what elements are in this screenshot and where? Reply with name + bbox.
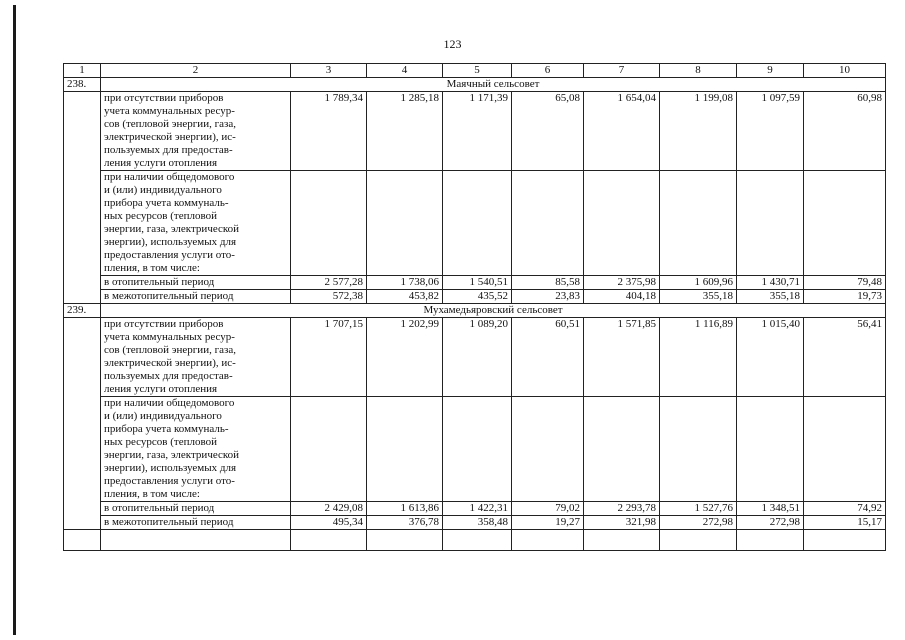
value-cell-col-7 xyxy=(584,397,660,502)
value-cell-col-8: 272,98 xyxy=(660,516,737,530)
table-row xyxy=(64,276,886,290)
row-label: при наличии общедомового и (или) индивидуального прибора учета коммуналь- ных ресурсов (тепловой энергии, газа, электрической энергии), используемых для предоставления услуги ото- пления, в том числе: xyxy=(101,171,291,276)
empty-cell xyxy=(660,530,737,551)
value-cell-col-10: 19,73 xyxy=(804,290,886,304)
table-row xyxy=(64,502,886,516)
value-cell-col-7: 1 654,04 xyxy=(584,92,660,171)
value-cell-col-6: 60,51 xyxy=(512,318,584,397)
value-cell-col-5: 358,48 xyxy=(443,516,512,530)
value-cell-col-10: 79,48 xyxy=(804,276,886,290)
table-row xyxy=(64,318,886,397)
section-number: 238. xyxy=(64,78,101,92)
value-cell-col-6: 85,58 xyxy=(512,276,584,290)
value-cell-col-7: 2 293,78 xyxy=(584,502,660,516)
value-cell-col-4: 1 202,99 xyxy=(367,318,443,397)
section-row xyxy=(64,78,886,92)
row-label: при отсутствии приборов учета коммунальных ресур- сов (тепловой энергии, газа, электрической энергии), ис- пользуемых для предостав- ления услуги отопления xyxy=(101,318,291,397)
scan-edge-bar xyxy=(13,5,16,635)
empty-cell xyxy=(101,530,291,551)
value-cell-col-7: 2 375,98 xyxy=(584,276,660,290)
row-label: в отопительный период xyxy=(101,276,291,290)
value-cell-col-9 xyxy=(737,397,804,502)
value-cell-col-10: 56,41 xyxy=(804,318,886,397)
row-label: в отопительный период xyxy=(101,502,291,516)
table-header-row xyxy=(64,64,886,78)
value-cell-col-9: 272,98 xyxy=(737,516,804,530)
value-cell-col-5: 1 089,20 xyxy=(443,318,512,397)
value-cell-col-8 xyxy=(660,171,737,276)
row-label: при наличии общедомового и (или) индивидуального прибора учета коммуналь- ных ресурсов (тепловой энергии, газа, электрической энергии), используемых для предоставления услуги ото- пления, в том числе: xyxy=(101,397,291,502)
section-number: 239. xyxy=(64,304,101,318)
value-cell-col-8: 1 116,89 xyxy=(660,318,737,397)
value-cell-col-5 xyxy=(443,397,512,502)
value-cell-col-3: 2 429,08 xyxy=(291,502,367,516)
empty-cell xyxy=(291,530,367,551)
section-title: Маячный сельсовет xyxy=(101,78,886,92)
table-row xyxy=(64,290,886,304)
column-header-5: 5 xyxy=(443,64,512,78)
value-cell-col-9: 1 015,40 xyxy=(737,318,804,397)
value-cell-col-3: 1 789,34 xyxy=(291,92,367,171)
empty-cell xyxy=(804,530,886,551)
column-header-7: 7 xyxy=(584,64,660,78)
value-cell-col-4: 453,82 xyxy=(367,290,443,304)
number-cell-blank xyxy=(64,92,101,304)
value-cell-col-6: 65,08 xyxy=(512,92,584,171)
section-title: Мухамедьяровский сельсовет xyxy=(101,304,886,318)
value-cell-col-4: 1 613,86 xyxy=(367,502,443,516)
value-cell-col-9 xyxy=(737,171,804,276)
value-cell-col-7: 404,18 xyxy=(584,290,660,304)
table-body xyxy=(64,64,886,551)
section-row xyxy=(64,304,886,318)
value-cell-col-5: 1 540,51 xyxy=(443,276,512,290)
value-cell-col-4: 376,78 xyxy=(367,516,443,530)
value-cell-col-9: 355,18 xyxy=(737,290,804,304)
value-cell-col-10: 74,92 xyxy=(804,502,886,516)
value-cell-col-5: 1 422,31 xyxy=(443,502,512,516)
value-cell-col-7 xyxy=(584,171,660,276)
column-header-8: 8 xyxy=(660,64,737,78)
value-cell-col-9: 1 348,51 xyxy=(737,502,804,516)
value-cell-col-4 xyxy=(367,171,443,276)
value-cell-col-8: 1 609,96 xyxy=(660,276,737,290)
empty-cell xyxy=(443,530,512,551)
value-cell-col-6: 19,27 xyxy=(512,516,584,530)
value-cell-col-4: 1 285,18 xyxy=(367,92,443,171)
value-cell-col-3: 1 707,15 xyxy=(291,318,367,397)
column-header-9: 9 xyxy=(737,64,804,78)
value-cell-col-8 xyxy=(660,397,737,502)
table-row xyxy=(64,397,886,502)
column-header-4: 4 xyxy=(367,64,443,78)
value-cell-col-3: 495,34 xyxy=(291,516,367,530)
value-cell-col-4 xyxy=(367,397,443,502)
row-label: в межотопительный период xyxy=(101,290,291,304)
value-cell-col-6 xyxy=(512,171,584,276)
column-header-3: 3 xyxy=(291,64,367,78)
value-cell-col-8: 1 527,76 xyxy=(660,502,737,516)
value-cell-col-10: 60,98 xyxy=(804,92,886,171)
value-cell-col-6 xyxy=(512,397,584,502)
value-cell-col-4: 1 738,06 xyxy=(367,276,443,290)
value-cell-col-6: 79,02 xyxy=(512,502,584,516)
row-label: при отсутствии приборов учета коммунальных ресур- сов (тепловой энергии, газа, электрической энергии), ис- пользуемых для предостав- ления услуги отопления xyxy=(101,92,291,171)
column-header-1: 1 xyxy=(64,64,101,78)
empty-cell xyxy=(584,530,660,551)
page-number: 123 xyxy=(443,37,462,51)
value-cell-col-7: 321,98 xyxy=(584,516,660,530)
row-label: в межотопительный период xyxy=(101,516,291,530)
number-cell-blank xyxy=(64,318,101,530)
value-cell-col-8: 355,18 xyxy=(660,290,737,304)
value-cell-col-7: 1 571,85 xyxy=(584,318,660,397)
column-header-2: 2 xyxy=(101,64,291,78)
column-header-6: 6 xyxy=(512,64,584,78)
value-cell-col-10 xyxy=(804,397,886,502)
empty-cell xyxy=(367,530,443,551)
value-cell-col-10: 15,17 xyxy=(804,516,886,530)
value-cell-col-5: 435,52 xyxy=(443,290,512,304)
table-row xyxy=(64,516,886,530)
value-cell-col-3 xyxy=(291,171,367,276)
value-cell-col-9: 1 097,59 xyxy=(737,92,804,171)
value-cell-col-3: 2 577,28 xyxy=(291,276,367,290)
value-cell-col-8: 1 199,08 xyxy=(660,92,737,171)
value-cell-col-9: 1 430,71 xyxy=(737,276,804,290)
empty-cell xyxy=(64,530,101,551)
value-cell-col-3 xyxy=(291,397,367,502)
table-row-empty xyxy=(64,530,886,551)
value-cell-col-6: 23,83 xyxy=(512,290,584,304)
value-cell-col-3: 572,38 xyxy=(291,290,367,304)
empty-cell xyxy=(737,530,804,551)
value-cell-col-10 xyxy=(804,171,886,276)
table-row xyxy=(64,171,886,276)
column-header-10: 10 xyxy=(804,64,886,78)
value-cell-col-5 xyxy=(443,171,512,276)
tariff-table xyxy=(63,63,886,551)
empty-cell xyxy=(512,530,584,551)
table-row xyxy=(64,92,886,171)
value-cell-col-5: 1 171,39 xyxy=(443,92,512,171)
